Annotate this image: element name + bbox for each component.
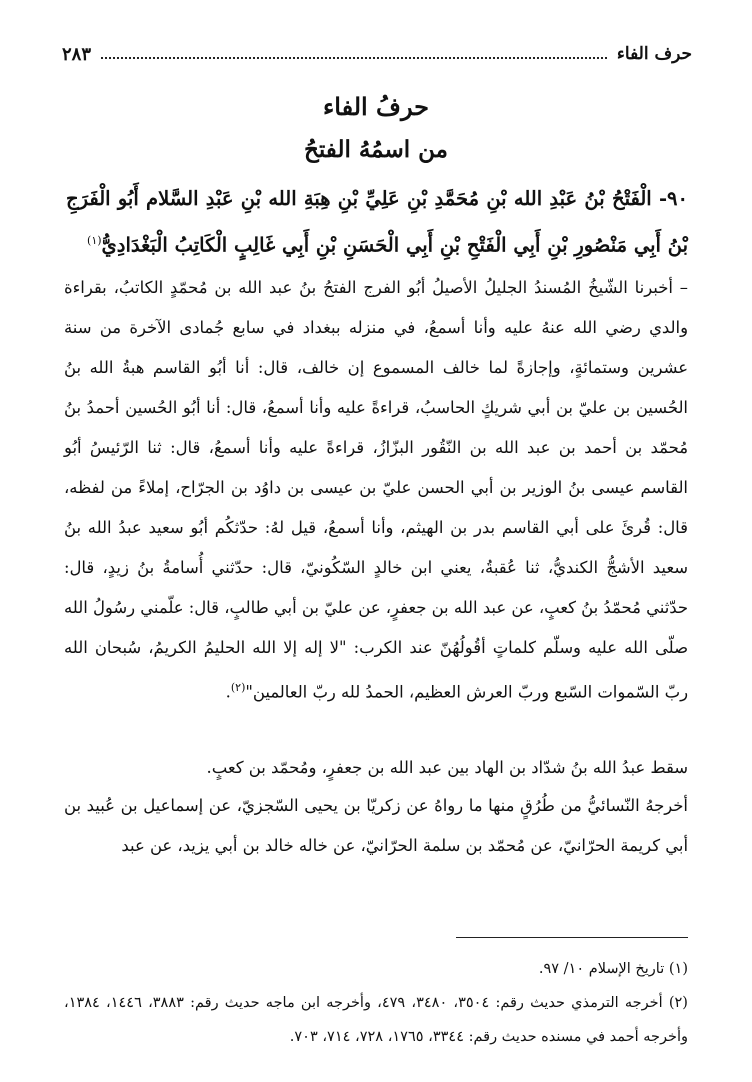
- running-title: حرف الفاء: [616, 44, 692, 64]
- takhrij-paragraph: أخرجهُ النّسائيُّ من طُرُقٍ منها ما رواهُ عن زكريّا بن يحيى السّجزيّ، عن إسماعيل بن عُبيد بن أبي كريمة الحرّانيّ، عن مُحمّد بن سلمة الحرّانيّ، عن خاله خالد بن أبي يزيد، عن عبد: [64, 796, 688, 855]
- chapter-title: حرفُ الفاء: [322, 92, 430, 121]
- footnote-ref-1: (١): [87, 234, 102, 247]
- isnad-text: – أخبرنا الشّيخُ المُسندُ الجليلُ الأصيلُ أبُو الفرج الفتحُ بنُ عبد الله بن مُحمّدٍ الكاتبُ، بقراءة والدي رضي الله عنهُ عليه وأنا أسمعُ، في منزله ببغداد في سابع جُمادى الآخرة من سنة عشرين وستمائةٍ، وإجازةً لما خالف المسموع إن خالف، قال: أنا أبُو القاسم هبةُ الله بنُ الحُسين بن عليّ بن أبي شريكٍ الحاسبُ، قراءةً عليه وأنا أسمعُ، قال: أنا أبُو الحُسين أحمدُ بنُ مُحمّد بن أحمد بن عبد الله بن النّقُور البزّازُ، قراءةً عليه وأنا أسمعُ، قال: ثنا الرّئيسُ أبُو القاسم عيسى بنُ الوزير بن أبي الحسن عليّ بن عيسى بن داوُد بن الجرّاح، إملاءً من لفظه، قال: قُرئَ على أبي القاسم بدر بن الهيثم، وأنا أسمعُ، قيل لهُ: حدّثكُم أبُو سعيد عبدُ الله بنُ سعيد الأشجُّ الكنديُّ، ثنا عُقبةُ، يعني ابن خالدٍ السّكُونيّ، قال: حدّثني أُسامةُ بنُ زيدٍ، قال: حدّثني مُحمّدُ بنُ كعبٍ، عن عبد الله بن جعفرٍ، عن عليّ بن أبي طالبٍ، قال: علّمني رسُولُ الله صلّى الله عليه وسلّم كلماتٍ أقُولُهُنّ عند الكرب: "لا إله إلا الله الحليمُ الكريمُ، سُبحان الله ربّ السّموات السّبع وربّ العرش العظيم، الحمدُ لله ربّ العالمين": [64, 278, 688, 702]
- entry-name: ٩٠- الْفَتْحُ بْنُ عَبْدِ الله بْنِ مُحَمَّدِ بْنِ عَلِيِّ بْنِ هِبَةِ الله بْنِ عَبْدِ السَّلام أَبُو الْفَرَجِ بْنُ أَبِي مَنْصُورِ بْنِ أَبِي الْفَتْحِ بْنِ أَبِي الْحَسَنِ بْنِ أَبِي غَالِبٍ الْكَاتِبُ الْبَغْدَادِيُّ: [66, 187, 688, 257]
- footnote-1: (١) تاريخ الإسلام ١٠/ ٩٧.: [538, 961, 688, 977]
- header-dot-leader: [101, 57, 607, 59]
- footnotes: [64, 952, 688, 1054]
- isnad-paragraph: [64, 268, 688, 712]
- isnad-end: .: [225, 682, 231, 702]
- footnote-separator: [456, 937, 688, 938]
- page-number: ٢٨٣: [62, 43, 92, 65]
- footnote-2: (٢) أخرجه الترمذي حديث رقم: ٣٥٠٤، ٣٤٨٠، ٤٧٩، وأخرجه ابن ماجه حديث رقم: ٣٨٨٣، ١٤٤٦، ١٣٨٤، وأخرجه أحمد في مسنده حديث رقم: ٣٣٤٤، ١٧٦٥، ٧٢٨، ٧١٤، ٧٠٣.: [64, 995, 688, 1045]
- chapter-subtitle: من اسمُهُ الفتحُ: [304, 136, 448, 163]
- running-header: [62, 40, 692, 68]
- footnote-ref-2: (٢): [230, 681, 246, 694]
- commentary-paragraph: سقط عبدُ الله بنُ شدّاد بن الهاد بين عبد الله بن جعفرٍ، ومُحمّد بن كعبٍ.: [206, 758, 688, 777]
- entry-heading: [66, 178, 688, 267]
